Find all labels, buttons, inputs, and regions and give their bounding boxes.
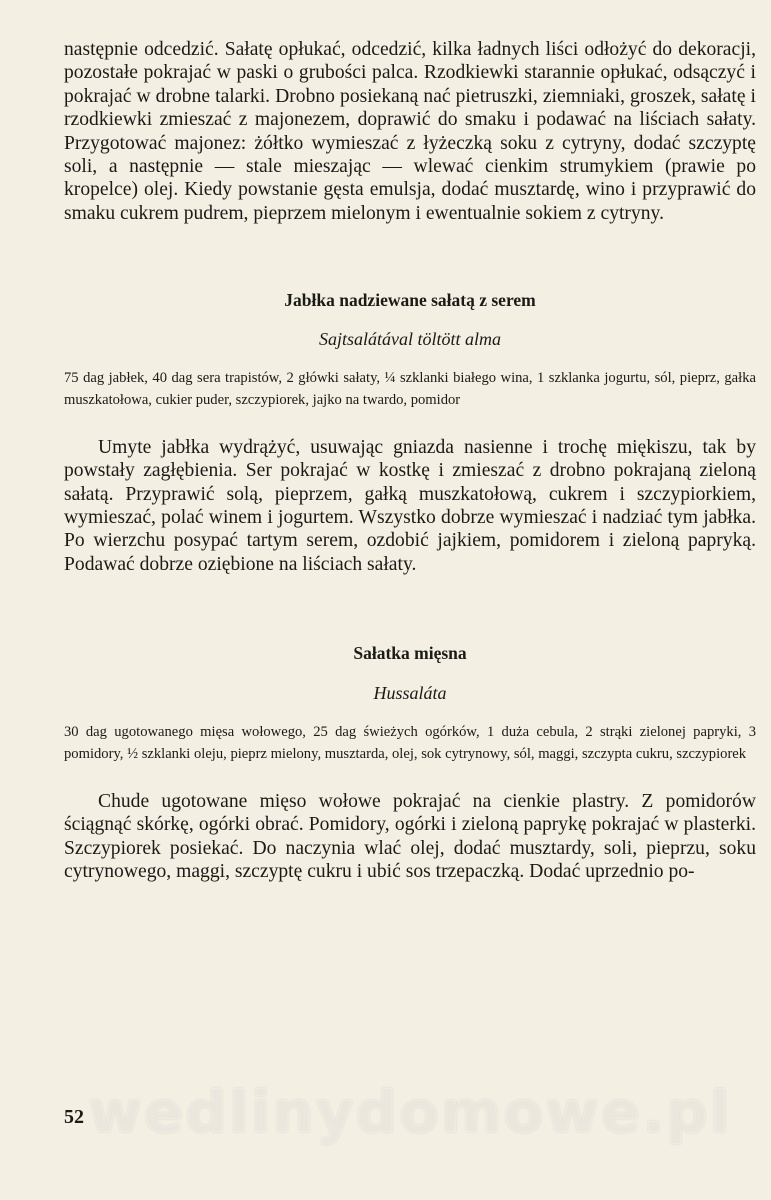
recipe-subtitle: Hussaláta [373, 683, 447, 704]
recipe-instructions-text: Chude ugotowane mięso wołowe pokrajać na cienkie plastry. Z pomidorów ściągnąć skórkę, ogórki obrać. Pomidory, ogórki i zieloną paprykę pokrajać w plasterki. Szczypiorek posiekać. Do naczynia wlać olej, dodać musztardy, soli, pieprzu, soku cytrynowego, maggi, szczyptę cukru i ubić sos trzepaczką. Dodać uprzednio po- [64, 790, 756, 883]
intro-paragraph: następnie odcedzić. Sałatę opłukać, odcedzić, kilka ładnych liści odłożyć do dekoracji, pozostałe pokrajać w paski o grubości palca. Rzodkiewki starannie opłukać, odsączyć i pokrajać w drobne talarki. Drobno posiekaną nać pietruszki, ziemniaki, groszek, sałatę i rzodkiewki zmieszać z majonezem, doprawić do smaku i podawać na liściach sałaty. Przygotować majonez: żółtko wymieszać z łyżeczką soku z cytryny, dodać szczyptę soli, a następnie — stale mieszając — wlewać cienkim strumykiem (prawie po kropelce) olej. Kiedy powstanie gęsta emulsja, dodać musztardę, wino i przyprawić do smaku cukrem pudrem, pieprzem mielonym i ewentualnie sokiem z cytryny. [64, 39, 756, 224]
book-page [64, 38, 756, 884]
recipe-title: Sałatka mięsna [353, 643, 467, 664]
page-number: 52 [64, 1106, 84, 1128]
ingredients-list: 30 dag ugotowanego mięsa wołowego, 25 dag świeżych ogórków, 1 duża cebula, 2 strąki zielonej papryki, 3 pomidory, ½ szklanki oleju, pieprz mielony, musztarda, olej, sok cytrynowy, sól, maggi, szczypta cukru, szczypiorek [64, 724, 756, 763]
watermark: wedlinydomowe.pl [88, 1078, 732, 1146]
recipe-subtitle: Sajtsalátával töltött alma [318, 329, 501, 350]
ingredients-list: 75 dag jabłek, 40 dag sera trapistów, 2 główki sałaty, ¼ szklanki białego wina, 1 szklanka jogurtu, sól, pieprz, gałka muszkatołowa, cukier puder, szczypiorek, jajko na twardo, pomidor [64, 370, 756, 409]
recipe-title: Jabłka nadziewane sałatą z serem [284, 290, 536, 311]
recipe-instructions [64, 790, 756, 884]
recipe-instructions-text: Umyte jabłka wydrążyć, usuwając gniazda nasienne i trochę miękiszu, tak by powstały zagłębienia. Ser pokrajać w kostkę i zmieszać z drobno pokrajaną zieloną sałatą. Przyprawić solą, pieprzem, gałką muszkatołową, cukrem i szczypiorkiem, wymieszać, polać winem i jogurtem. Wszystko dobrze wymieszać i nadziać tym jabłka. Po wierzchu posypać tartym serem, ozdobić jajkiem, pomidorem i zieloną papryką. Podawać dobrze oziębione na liściach sałaty. [64, 436, 756, 575]
recipe-instructions [64, 436, 756, 576]
